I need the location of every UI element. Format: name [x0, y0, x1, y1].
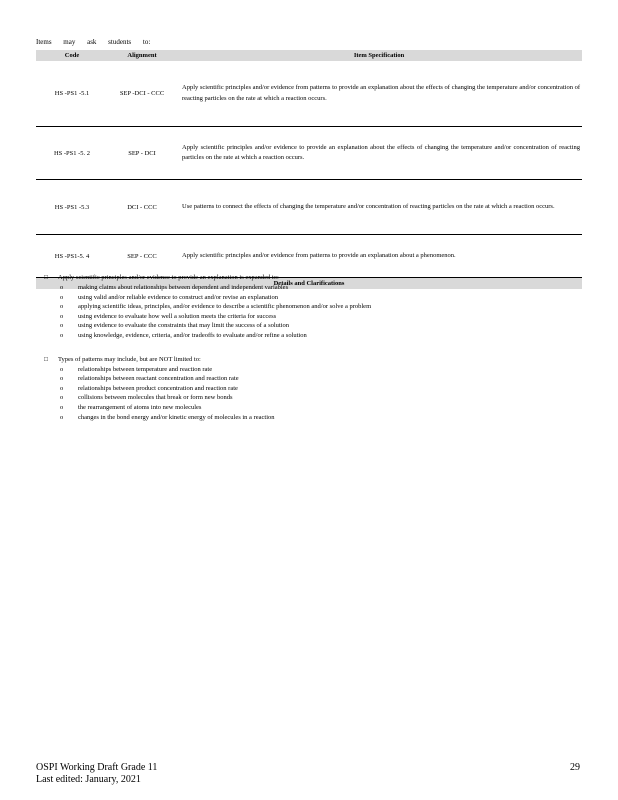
- circle-bullet-icon: o: [60, 322, 64, 330]
- row-spec: Apply scientific principles and/or evidence from patterns to provide an explanation about a phenomenon.: [182, 251, 456, 259]
- page-footer: [36, 762, 157, 786]
- list-item-text: relationships between reactant concentration and reaction rate: [78, 375, 239, 383]
- list-item: [44, 312, 584, 322]
- details-lead-text: Types of patterns may include, but are NOT limited to:: [58, 355, 201, 363]
- list-item: [44, 374, 584, 384]
- list-item: [44, 321, 584, 331]
- list-item: [44, 331, 584, 341]
- table-row: [36, 180, 582, 235]
- page-number: 29: [570, 762, 580, 773]
- list-item-text: making claims about relationships between dependent and independent variables: [78, 284, 289, 291]
- list-item: [44, 393, 584, 403]
- details-group-explanation: [44, 273, 584, 341]
- row-spec: Apply scientific principles and/or evidence to provide an explanation about the effects of changing the temperature and/or concentration of reacting particles on the rate at which a reaction occurs.: [176, 127, 582, 180]
- circle-bullet-icon: o: [60, 293, 64, 301]
- circle-bullet-icon: o: [60, 312, 64, 320]
- list-item: [44, 403, 584, 413]
- list-item-text: using knowledge, evidence, criteria, and/or tradeoffs to evaluate and/or refine a solution: [78, 331, 307, 339]
- circle-bullet-icon: o: [60, 403, 64, 411]
- circle-bullet-icon: o: [60, 413, 64, 421]
- row-spec: Apply scientific principles and/or evidence from patterns to provide an explanation about the effects of changing the temperature and/or concentration of reacting particles on the rate at which a reaction occurs.: [176, 61, 582, 127]
- circle-bullet-icon: o: [60, 394, 64, 402]
- list-item: [44, 384, 584, 394]
- table-header-row: [36, 50, 582, 61]
- circle-bullet-icon: o: [60, 303, 64, 311]
- row-code: HS -PS1 -5. 2: [36, 127, 108, 180]
- details-lead-text: Apply scientific principles and/or evidence to provide an explanation is expanded to:: [58, 274, 279, 281]
- list-item-text: using valid and/or reliable evidence to construct and/or revise an explanation: [78, 293, 278, 301]
- list-item-text: changes in the bond energy and/or kinetic energy of molecules in a reaction: [78, 413, 275, 421]
- circle-bullet-icon: o: [60, 365, 64, 373]
- list-item-text: relationships between product concentration and reaction rate: [78, 384, 238, 392]
- footer-draft-label: OSPI Working Draft Grade 11: [36, 762, 158, 773]
- list-item-text: the rearrangement of atoms into new molecules: [78, 403, 202, 411]
- list-item-text: collisions between molecules that break or form new bonds: [78, 394, 233, 402]
- list-item: [44, 365, 584, 375]
- details-section: [44, 273, 584, 422]
- details-lead-bullet: [44, 273, 584, 283]
- row-alignment: SEP - CCC: [127, 252, 157, 260]
- circle-bullet-icon: o: [60, 384, 64, 392]
- row-code: HS -PS1 -5.3: [36, 180, 108, 235]
- footer-last-edited: Last edited: January, 2021: [36, 774, 141, 785]
- table-row: [36, 235, 582, 278]
- list-item-text: applying scientific ideas, principles, and/or evidence to describe a scientific phenomenon and/or solve a problem: [78, 303, 372, 311]
- list-item: [44, 293, 584, 303]
- row-alignment: SEP - DCI: [108, 127, 176, 180]
- circle-bullet-icon: o: [60, 331, 64, 339]
- row-alignment: DCI - CCC: [108, 180, 176, 235]
- circle-bullet-icon: o: [60, 375, 64, 383]
- item-specification-table: [36, 50, 582, 289]
- list-item-text: relationships between temperature and reaction rate: [78, 365, 213, 373]
- row-spec: Use patterns to connect the effects of changing the temperature and/or concentration of reacting particles on the rate at which a reaction occurs.: [176, 180, 582, 235]
- intro-text: Items may ask students to:: [36, 38, 151, 46]
- row-alignment: SEP -DCI - CCC: [108, 61, 176, 127]
- row-code: HS -PS1 -5.1: [36, 61, 108, 127]
- header-item-spec: Item Specification: [176, 50, 582, 61]
- details-lead-bullet: [44, 355, 584, 365]
- details-sub-list: [44, 283, 584, 341]
- header-alignment: Alignment: [108, 50, 176, 61]
- list-item-text: using evidence to evaluate the constraints that may limit the success of a solution: [78, 322, 290, 330]
- square-bullet-icon: □: [44, 355, 48, 363]
- square-bullet-icon: □: [44, 274, 48, 281]
- details-header: Details and Clarifications: [36, 278, 582, 290]
- details-sub-list: [44, 365, 584, 423]
- row-code: HS -PS1-5. 4: [54, 252, 90, 260]
- details-group-patterns: [44, 355, 584, 423]
- table-row: [36, 61, 582, 127]
- list-item-text: using evidence to evaluate how well a solution meets the criteria for success: [78, 312, 277, 320]
- list-item: [44, 283, 584, 293]
- header-code: Code: [36, 50, 108, 61]
- table-row: [36, 127, 582, 180]
- list-item: [44, 302, 584, 312]
- circle-bullet-icon: o: [60, 284, 64, 291]
- list-item: [44, 413, 584, 423]
